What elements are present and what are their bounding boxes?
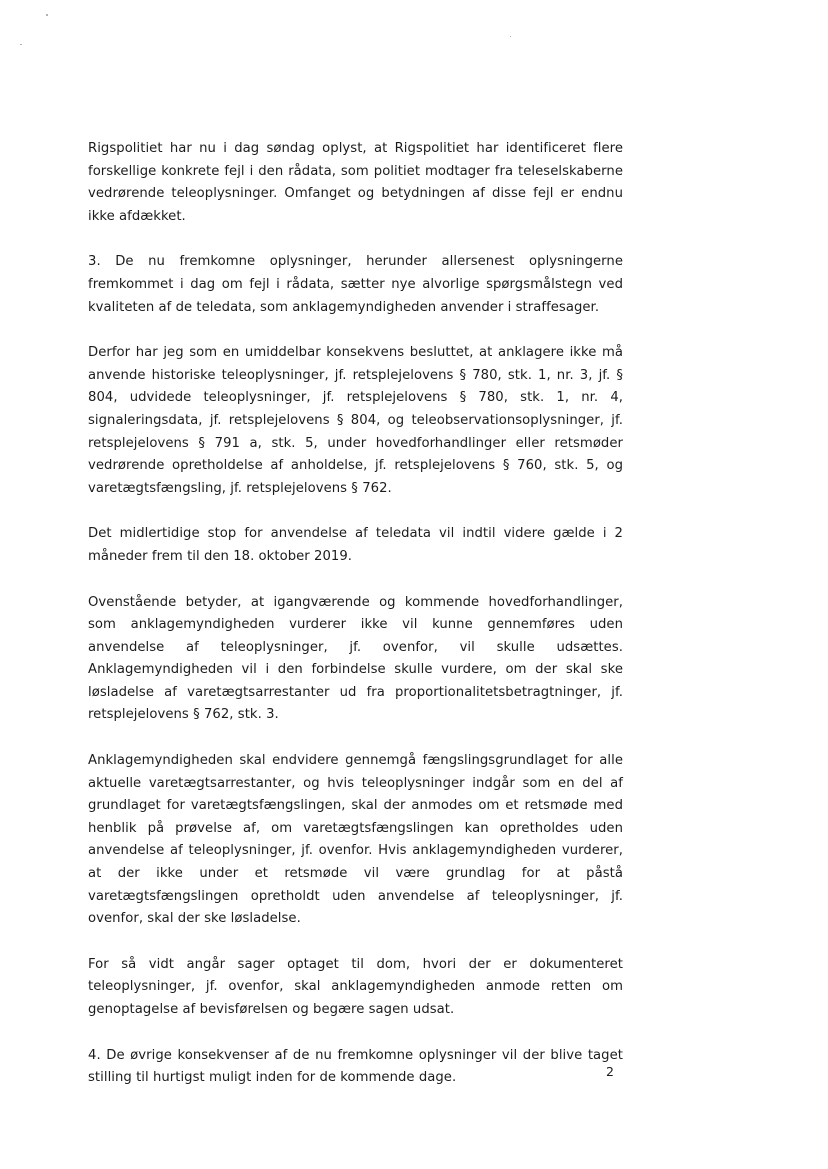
paragraph-section-3: 3. De nu fremkomne oplysninger, herunder allersenest oplysningerne fremkommet i dag om fejl i rådata, sætter nye alvorlige spørgsmålstegn ved kvaliteten af de teledata, som anklagemyndigheden anvender i straffesager. [88,254,623,315]
paragraph-section-4: 4. De øvrige konsekvenser af de nu fremkomne oplysninger vil der blive taget stilling til hurtigst muligt inden for de kommende dage. [88,1047,623,1086]
paragraph-rigspolitiet: Rigspolitiet har nu i dag søndag oplyst, at Rigspolitiet har identificeret flere forskellige konkrete fejl i den rådata, som politiet modtager fra teleselskaberne vedrørende teleoplysninger. Omfanget og betydningen af disse fejl er endnu ikke afdækket. [88,141,623,224]
paragraph-decision: Derfor har jeg som en umiddelbar konsekvens besluttet, at anklagere ikke må anvende historiske teleoplysninger, jf. retsplejelovens § 780, stk. 1, nr. 3, jf. § 804, udvidede teleoplysninger, jf. retsplejelovens § 780, stk. 1, nr. 4, signaleringsdata, jf. retsplejelovens § 804, og teleobservationsoplysninger, jf. retsplejelovens § 791 a, stk. 5, under hovedforhandlinger eller retsmøder vedrørende opretholdelse af anholdelse, jf. retsplejelovens § 760, stk. 5, og varetægtsfængsling, jf. retsplejelovens § 762. [88,345,623,496]
paragraph-main-hearings: Ovenstående betyder, at igangværende og kommende hovedforhandlinger, som anklagemyndigheden vurderer ikke vil kunne gennemføres uden anvendelse af teleoplysninger, jf. ovenfor, vil skulle udsættes. Anklagemyndigheden vil i den forbindelse skulle vurdere, om der skal ske løsladelse af varetægtsarrestanter ud fra proportionalitetsbetragtninger, jf. retsplejelovens § 762, stk. 3. [88,594,623,723]
paragraph-temporary-stop: Det midlertidige stop for anvendelse af teledata vil indtil videre gælde i 2 måneder frem til den 18. oktober 2019. [88,526,623,564]
document-body [88,138,623,1113]
page-number: 2 [606,1064,614,1079]
paragraph-cases-for-judgment: For så vidt angår sager optaget til dom, hvori der er dokumenteret teleoplysninger, jf. ovenfor, skal anklagemyndigheden anmode retten om genoptagelse af bevisførelsen og begære sagen udsat. [88,956,623,1017]
scan-speck [510,36,511,37]
scan-speck [20,44,22,45]
paragraph-custody-review: Anklagemyndigheden skal endvidere gennemgå fængslingsgrundlaget for alle aktuelle varetægtsarrestanter, og hvis teleoplysninger indgår som en del af grundlaget for varetægtsfængslingen, skal der anmodes om et retsmøde med henblik på prøvelse af, om varetægtsfængslingen kan opretholdes uden anvendelse af teleoplysninger, jf. ovenfor. Hvis anklagemyndigheden vurderer, at der ikke under et retsmøde vil være grundlag for at påstå varetægtsfængslingen opretholdt uden anvendelse af teleoplysninger, jf. ovenfor, skal der ske løsladelse. [88,753,623,927]
scan-speck [46,14,48,16]
